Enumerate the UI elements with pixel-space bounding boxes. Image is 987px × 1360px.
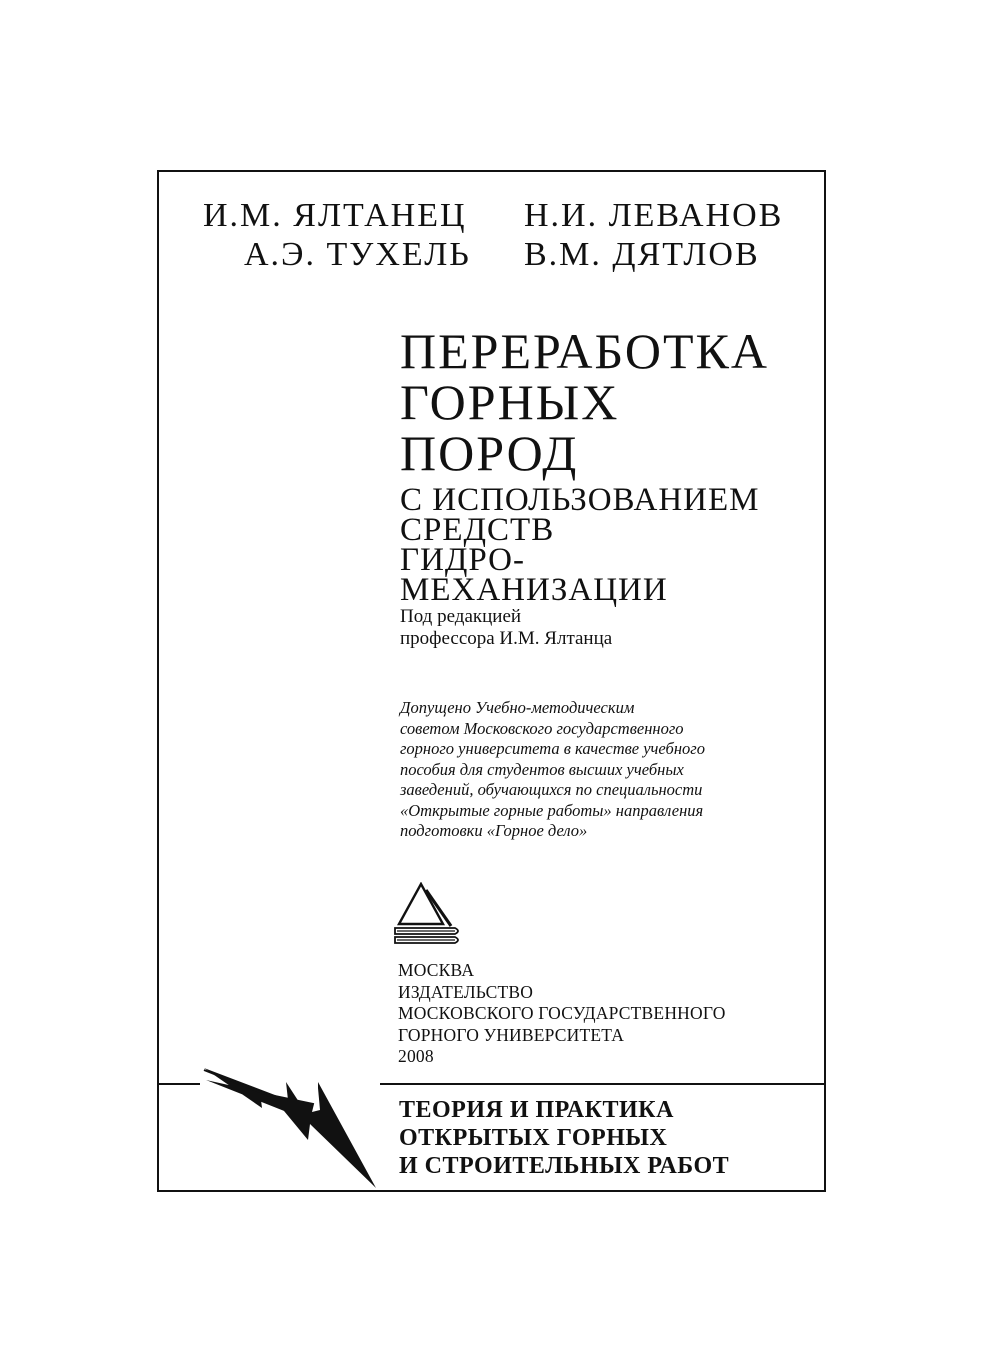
approval-line: советом Московского государственного [400, 718, 684, 738]
approval-line: подготовки «Горное дело» [400, 821, 588, 840]
publisher-line: ГОРНОГО УНИВЕРСИТЕТА [398, 1024, 625, 1045]
author-tukhel: А.Э. ТУХЕЛЬ [244, 236, 471, 273]
editor-line: профессора И.М. Ялтанца [400, 628, 613, 649]
publisher-line: МОСКВА [398, 960, 475, 980]
title-subtitle [400, 482, 769, 608]
title-main-line: ГОРНЫХ [400, 374, 620, 430]
triangle-book-logo-icon [391, 882, 465, 950]
publisher-line: ИЗДАТЕЛЬСТВО [398, 981, 534, 1002]
author-yaltanets: И.М. ЯЛТАНЕЦ [203, 197, 467, 234]
book-title [400, 323, 769, 608]
approval-line: пособия для студентов высших учебных [400, 759, 684, 779]
title-sub-line: СРЕДСТВ [400, 512, 555, 548]
series-line: ОТКРЫТЫХ ГОРНЫХ [399, 1125, 668, 1151]
author-dyatlov: В.М. ДЯТЛОВ [524, 236, 760, 273]
approval-line: горного университета в качестве учебного [400, 739, 705, 758]
title-sub-line: С ИСПОЛЬЗОВАНИЕМ [400, 482, 760, 518]
approval-line: Допущено Учебно-методическим [400, 698, 635, 717]
title-main-line: ПОРОД [400, 425, 579, 481]
title-sub-line: МЕХАНИЗАЦИИ [400, 572, 668, 608]
double-arrow-mark-icon [200, 1064, 380, 1188]
editor-credit [400, 606, 612, 650]
series-line: ТЕОРИЯ И ПРАКТИКА [399, 1097, 674, 1123]
approval-line: «Открытые горные работы» направления [400, 800, 704, 820]
approval-line: заведений, обучающихся по специальности [400, 780, 703, 799]
title-main [400, 323, 769, 481]
publisher-line: 2008 [398, 1046, 434, 1066]
approval-statement [400, 698, 705, 842]
title-main-line: ПЕРЕРАБОТКА [400, 323, 769, 379]
series-title [399, 1096, 729, 1180]
author-levanov: Н.И. ЛЕВАНОВ [524, 197, 784, 234]
editor-line: Под редакцией [400, 606, 522, 627]
series-line: И СТРОИТЕЛЬНЫХ РАБОТ [399, 1153, 730, 1179]
publisher-line: МОСКОВСКОГО ГОСУДАРСТВЕННОГО [398, 1003, 726, 1023]
title-sub-line: ГИДРО- [400, 542, 525, 578]
publisher-info [398, 960, 726, 1068]
